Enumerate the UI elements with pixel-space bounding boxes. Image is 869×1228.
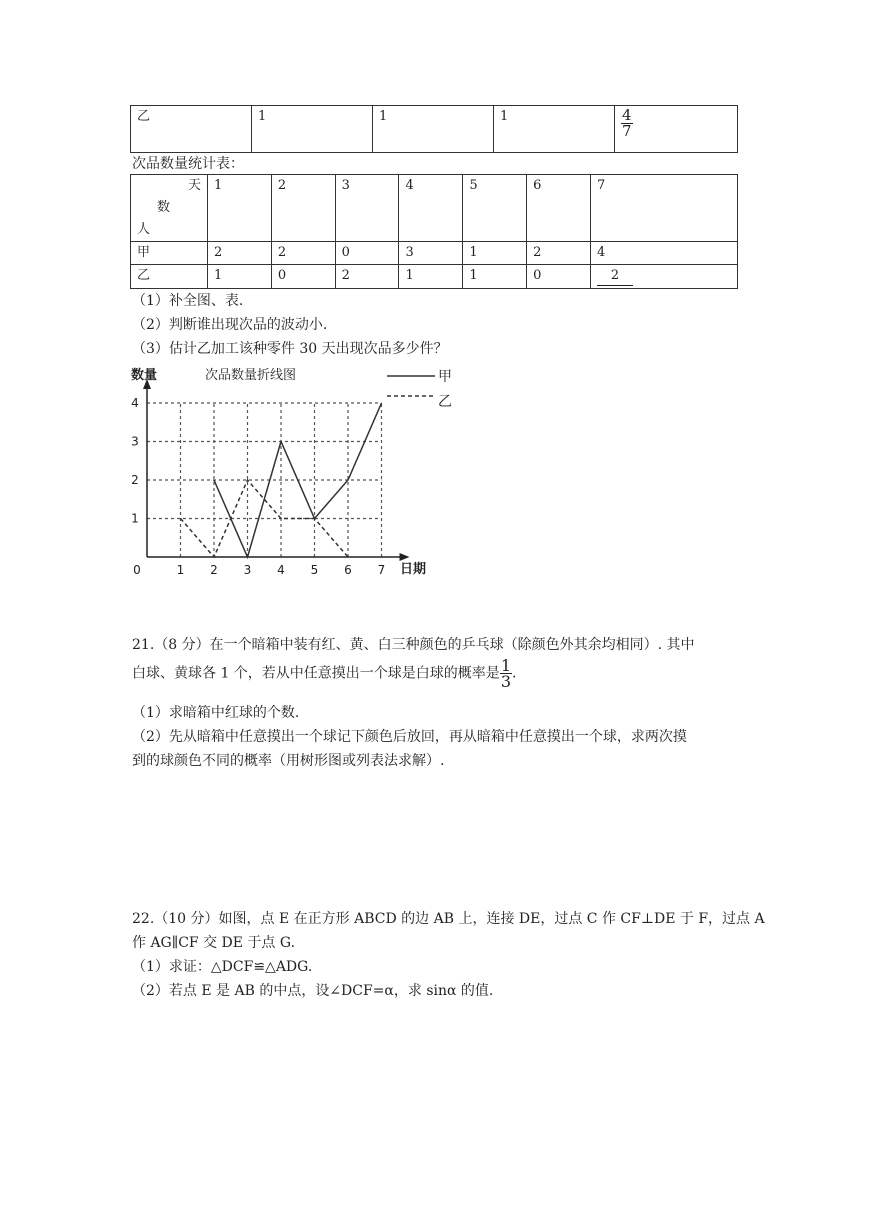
table-cell: 2 [271,242,335,265]
diagonal-header-cell [131,175,208,242]
y-tick-label: 3 [131,434,139,449]
q20-part3: （3）估计乙加工该种零件 30 天出现次品多少件？ [132,341,448,357]
chart-ticks [131,396,385,577]
day-header: 3 [335,175,399,242]
table-cell: 0 [527,265,591,289]
filled-answer: 2 [597,267,633,286]
day-header: 5 [463,175,527,242]
table-cell: 4 [590,242,737,265]
q21-line2 [132,658,516,689]
q21-part2a: （2）先从暗箱中任意摸出一个球记下颜色后放回，再从暗箱中任意摸出一个球，求两次摸 [132,729,687,745]
q22-line2: 作 AG∥CF 交 DE 于点 G. [132,935,296,951]
day-header: 4 [399,175,463,242]
x-tick-label: 6 [344,563,352,577]
day-header: 7 [590,175,737,242]
chart-axes [143,379,410,561]
q21-part1: （1）求暗箱中红球的个数. [132,705,300,721]
x-tick-label: 1 [176,563,185,577]
q21-line2-text: 白球、黄球各 1 个，若从中任意摸出一个球是白球的概率是 [132,665,500,682]
x-axis-label: 日期 [400,562,427,577]
table-row [131,242,738,265]
y-axis-label: 数量 [131,368,158,383]
y-tick-label: 1 [131,511,139,526]
q20-part2: （2）判断谁出现次品的波动小. [132,317,328,333]
table-cell: 1 [494,106,615,153]
table-cell: 1 [463,242,527,265]
chart-legend [387,376,435,396]
row-name: 乙 [131,265,208,289]
table-cell: 1 [463,265,527,289]
x-tick-label: 7 [377,563,386,577]
y-tick-label: 2 [131,473,139,487]
table-cell: 1 [252,106,373,153]
chart-grid [147,403,382,557]
chart-title: 次品数量折线图 [205,368,297,383]
q21-line1: 21.（8 分）在一个暗箱中装有红、黄、白三种颜色的乒乓球（除颜色外其余均相同）. 其中 [132,637,695,653]
table-cell: 2 [335,265,399,289]
q20-part1: （1）补全图、表. [132,293,244,309]
row-label: 乙 [131,106,252,153]
table-cell: 0 [335,242,399,265]
q22-line1: 22.（10 分）如图，点 E 在正方形 ABCD 的边 AB 上，连接 DE，过点 C 作 CF⊥DE 于 F，过点 A [132,911,765,927]
fraction-denominator: 7 [622,122,632,140]
header-day: 天 [187,178,201,193]
x-axis-arrow [400,553,410,561]
defect-table [130,174,738,289]
fraction-numerator: 1 [500,656,511,675]
table-cell: 2 [527,242,591,265]
table-cell: 2 [208,242,272,265]
top-table [130,105,738,153]
table-cell [590,265,737,289]
day-header: 2 [271,175,335,242]
fraction [621,108,633,139]
table-row [131,265,738,289]
table-cell: 1 [373,106,494,153]
x-tick-label: 2 [210,563,218,577]
fraction-cell [615,106,738,153]
table-header-row [131,175,738,242]
q21-part2b: 到的球颜色不同的概率（用树形图或列表法求解）. [132,753,445,769]
x-tick-label: 3 [243,563,252,577]
fraction-numerator: 4 [622,106,632,124]
table-cell: 3 [399,242,463,265]
table-cell: 1 [399,265,463,289]
x-tick-label: 5 [310,563,319,577]
header-person: 人 [137,222,151,237]
q21-line2-end: . [512,665,517,682]
legend-label-1: 甲 [438,369,452,385]
y-tick-label: 4 [131,396,139,410]
table-row [131,106,738,153]
defect-line-chart [125,362,445,582]
fraction-denominator: 3 [500,672,511,691]
x-tick-label: 0 [133,563,141,577]
q22-part2: （2）若点 E 是 AB 的中点，设∠DCF=α，求 sinα 的值. [132,983,494,999]
header-count: 数 [157,200,171,215]
table-cell: 1 [208,265,272,289]
day-header: 6 [527,175,591,242]
q22-part1: （1）求证：△DCF≌△ADG. [132,959,313,975]
legend-label-2: 乙 [438,394,452,410]
x-tick-label: 4 [277,563,285,577]
table-caption: 次品数量统计表： [132,156,244,172]
table-cell: 0 [271,265,335,289]
row-name: 甲 [131,242,208,265]
day-header: 1 [208,175,272,242]
fraction [500,658,512,689]
